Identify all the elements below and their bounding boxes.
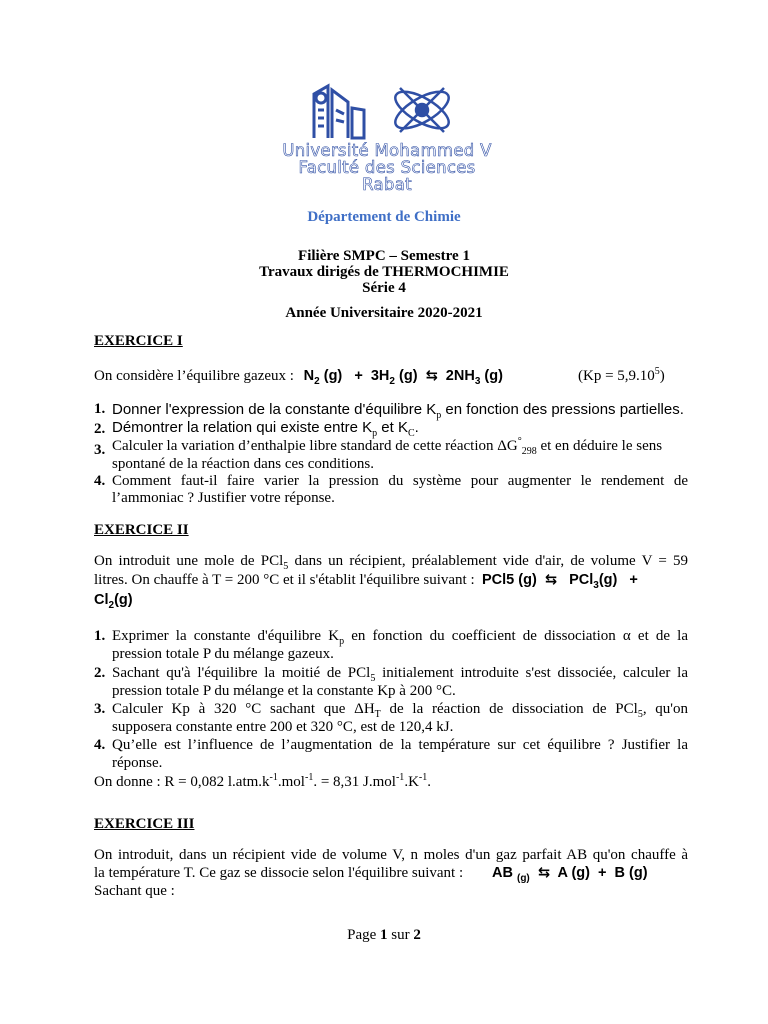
course-line: Travaux dirigés de THERMOCHIMIE — [259, 264, 509, 280]
university-name: Université Mohammed V — [282, 141, 492, 160]
faculty-name: Faculté des Sciences — [298, 158, 476, 177]
ex2-item-1-line-1: Exprimer la constante d'équilibre $K_p$ en fonction du coefficient de dissociation α et de la — [112, 628, 689, 647]
ex1-item-3-line-1: Calculer la variation d’enthalpie libre standard de cette réaction $\Delta G^\circ_{298}$ et en déduire le sens — [112, 436, 663, 457]
ex1-item-3-line-2: spontané de la réaction dans ces conditions. — [112, 456, 375, 472]
equilibrium-equation-3: AB $_{(g)}$ ⇆ A (g) + B (g) — [492, 865, 648, 884]
exercise-3-title: EXERCICE III — [94, 816, 195, 832]
ex1-item-1: Donner l'expression de la constante d'équilibre $K_p$ en fonction des pressions partielles. — [112, 401, 684, 421]
exercise-2-title: EXERCICE II — [94, 522, 189, 538]
ex2-item-4-line-1: Qu’elle est l’influence de l’augmentation de la température sur cet équilibre ? Justifier la — [112, 737, 688, 753]
university-logo — [262, 80, 512, 194]
ex2-item-3-line-1: Calculer Kp à 320 °C sachant que $\Delta H_T$ de la réaction de dissociation de PCl$_5$, qu'on — [112, 701, 689, 720]
filiere-line: Filière SMPC – Semestre 1 — [298, 248, 470, 264]
ex2-item-3-line-2: supposera constante entre 200 et 320 °C, est de 120,4 kJ. — [112, 719, 454, 735]
ex1-item-4-num: 4. — [94, 473, 106, 489]
kp-value: $(Kp = 5,9.10^5)$ — [578, 366, 665, 384]
equilibrium-equation-1: $N_2$ $(g) + 3H_2$ (g) ⇆ $2NH_3$ (g) — [303, 368, 503, 387]
exercise-3-line-1: On introduit, dans un récipient vide de volume V, n moles d'un gaz parfait AB qu'on chauffe à — [94, 847, 688, 863]
exercise-3-line-2: la température T. Ce gaz se dissocie selon l'équilibre suivant : AB $_{(g)}$ ⇆ A (g) + B (g) — [94, 865, 648, 884]
ex1-item-4-line-2: l’ammoniac ? Justifier votre réponse. — [112, 490, 335, 506]
exercise-3-line-3: Sachant que : — [94, 883, 175, 899]
department-heading: Département de Chimie — [307, 209, 461, 225]
equilibrium-equation-2: PCl5 (g) ⇆ PCl$_3$(g) + — [482, 572, 638, 591]
ex2-item-2-line-2: pression totale P du mélange et la constante Kp à 200 °C. — [112, 683, 456, 699]
university-emblem-icon — [304, 80, 464, 142]
ex2-item-4-line-2: réponse. — [112, 755, 163, 771]
exercise-2-intro-line-1: On introduit une mole de PCl$_5$ dans un récipient, préalablement vide d'air, de volume V = 59 — [94, 553, 688, 572]
serie-line: Série 4 — [362, 280, 406, 296]
ex2-item-3-num: 3. — [94, 701, 106, 717]
exercise-1-title: EXERCICE I — [94, 333, 183, 349]
ex2-item-1-line-2: pression totale P du mélange gazeux. — [112, 646, 334, 662]
page-footer: Page 1 sur 2 — [347, 927, 421, 943]
ex1-item-3-num: 3. — [94, 442, 106, 458]
ex1-item-2: Démontrer la relation qui existe entre $K_p$ et $K_C$. — [112, 419, 419, 439]
exercise-2-intro-line-2: litres. On chauffe à T = 200 °C et il s'établit l'équilibre suivant : PCl5 (g) ⇆ PCl$_3$(g) + — [94, 572, 638, 591]
ex2-item-2-num: 2. — [94, 665, 106, 681]
ex2-item-4-num: 4. — [94, 737, 106, 753]
course-title-block — [0, 248, 768, 296]
equilibrium-equation-2-cont: $Cl_2(g)$ — [94, 592, 133, 611]
given-constants: On donne : R = 0,082 $l.atm.k^{-1}.mol^{-1}$. = 8,31 $J.mol^{-1}.K^{-1}$. — [94, 772, 431, 790]
city-name: Rabat — [362, 175, 412, 194]
ex1-item-4-line-1: Comment faut-il faire varier la pression du système pour augmenter le rendement de — [112, 473, 688, 489]
exercise-1-intro: On considère l’équilibre gazeux : $N_2$ $(g) + 3H_2$ (g) ⇆ $2NH_3$ (g) $(Kp = 5,9.10^5)$ — [94, 366, 665, 387]
ex1-item-1-num: 1. — [94, 401, 106, 417]
academic-year: Année Universitaire 2020-2021 — [285, 305, 483, 321]
ex2-item-2-line-1: Sachant qu'à l'équilibre la moitié de PCl$_5$ initialement introduite s'est dissociée, calculer la — [112, 665, 688, 684]
total-pages-number: 2 — [413, 927, 421, 943]
ex2-item-1-num: 1. — [94, 628, 106, 644]
ex1-item-2-num: 2. — [94, 421, 106, 437]
current-page-number: 1 — [380, 927, 388, 943]
